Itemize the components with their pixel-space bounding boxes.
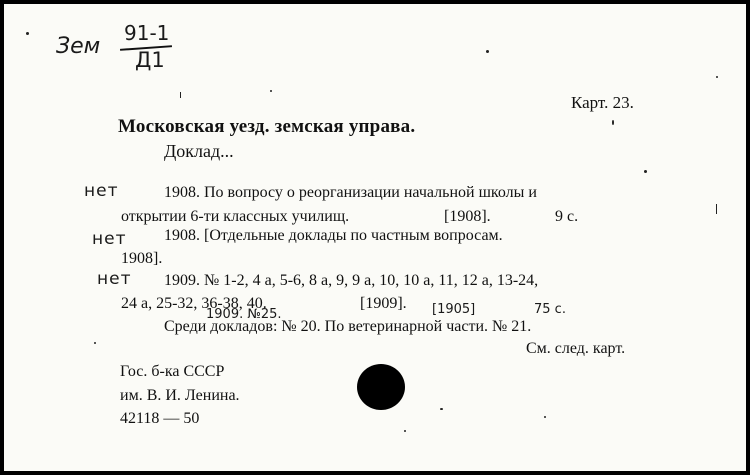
entry-3-line-3: Среди докладов: № 20. По ветеринарной части. № 21.: [164, 318, 532, 335]
library-stamp-line-3: 42118 — 50: [120, 410, 200, 427]
scan-mark: [716, 204, 717, 214]
scan-speck: [612, 120, 614, 125]
scan-speck: [544, 416, 546, 418]
scan-speck: [404, 430, 406, 432]
entry-1-pages: 9 с.: [555, 208, 579, 225]
entry-2-line-2: 1908].: [121, 250, 163, 267]
handwritten-missing-mark-3: нет: [97, 269, 132, 289]
entry-3-line-2: 24 а, 25-32, 36-38, 40.: [121, 295, 267, 312]
handwritten-denominator: Д1: [135, 48, 165, 72]
document-heading: Доклад...: [164, 141, 234, 161]
entry-3-line-1: 1909. № 1-2, 4 а, 5-6, 8 а, 9, 9 а, 10, 10 а, 11, 12 а, 13-24,: [164, 272, 539, 289]
entry-1-year: [1908].: [444, 208, 491, 225]
scan-speck: [486, 50, 489, 53]
continued-note: См. след. карт.: [526, 340, 626, 357]
handwritten-missing-mark-1: нет: [84, 181, 119, 201]
scan-mark: [180, 92, 181, 98]
scan-speck: [26, 32, 29, 35]
handwritten-note-year-number: 1909. №25.: [206, 307, 282, 322]
handwritten-note-pages: 75 с.: [534, 302, 566, 317]
handwritten-prefix: Зем: [56, 34, 101, 59]
entry-1-line-2: открытии 6-ти классных училищ.: [121, 208, 350, 225]
scan-speck: [716, 76, 718, 78]
scan-speck: [270, 90, 272, 92]
entry-1-line-1: 1908. По вопросу о реорганизации начальной школы и: [164, 184, 537, 201]
handwritten-note-year: [1905]: [432, 302, 476, 317]
library-stamp-line-1: Гос. б-ка СССР: [120, 363, 225, 380]
entry-3-year: [1909].: [360, 295, 407, 312]
entry-2-line-1: 1908. [Отдельные доклады по частным вопросам.: [164, 227, 503, 244]
handwritten-numerator: 91-1: [124, 21, 170, 45]
scan-speck: [440, 408, 443, 410]
scan-speck: [644, 170, 647, 173]
institution-name: Московская уезд. земская управа.: [118, 116, 416, 137]
library-stamp-line-2: им. В. И. Ленина.: [120, 387, 240, 404]
punch-hole: [357, 364, 405, 410]
card-number: Карт. 23.: [571, 93, 634, 112]
handwritten-missing-mark-2: нет: [92, 229, 127, 249]
scan-speck: [94, 342, 96, 344]
